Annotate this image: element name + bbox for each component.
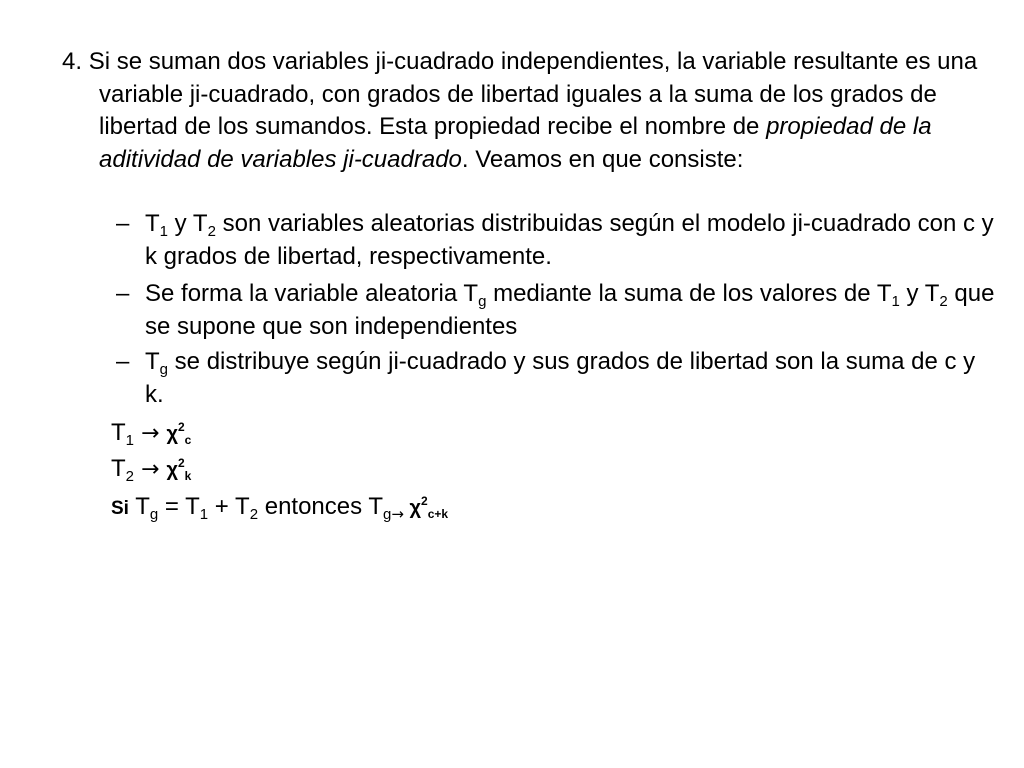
variable-t: T: [111, 455, 126, 482]
subscript: g: [149, 506, 159, 523]
formula-sum: [111, 492, 448, 524]
subscript: 1: [199, 506, 209, 523]
arrow-icon: →: [134, 421, 167, 446]
dash-marker: –: [116, 210, 130, 237]
arrow-icon: →: [134, 457, 167, 482]
bullet-text: Se forma la variable aleatoria T: [145, 280, 479, 307]
subscript: 1: [125, 432, 135, 449]
subscript: 1: [159, 223, 169, 240]
subscript-arrow: [383, 506, 404, 523]
subscript: 2: [207, 223, 216, 240]
superscript: 2: [177, 420, 185, 434]
bullet-text: y T: [168, 210, 208, 237]
variable-t: T: [145, 348, 160, 375]
bullet-text: que se supone que son independientes: [145, 280, 995, 340]
superscript: 2: [177, 456, 185, 470]
chi-square-symbol: [166, 420, 192, 447]
subscript: g: [159, 361, 169, 378]
bullet-text: y T: [899, 280, 940, 307]
formula-text: entonces T: [258, 493, 384, 520]
property-name: propiedad de la aditividad de variables ji-cuadrado: [99, 113, 932, 173]
paragraph-text-end: . Veamos en que consiste:: [461, 145, 744, 173]
formula-t1: [111, 418, 191, 449]
variable-t: T: [128, 493, 150, 520]
subscript: 1: [891, 293, 900, 310]
si-label: Si: [111, 498, 129, 519]
subscript: k: [184, 469, 192, 483]
dash-marker: –: [116, 348, 130, 375]
chi-letter: χ: [166, 459, 178, 481]
bullet-item: [116, 278, 995, 343]
main-paragraph: [62, 46, 999, 176]
item-number: 4.: [62, 48, 83, 75]
chi-letter: χ: [403, 497, 422, 519]
bullet-item: [116, 208, 995, 273]
formula-text: + T: [208, 493, 250, 520]
subscript: c+k: [427, 507, 449, 521]
subscript: g: [478, 293, 487, 310]
subscript: 2: [939, 293, 948, 310]
bullet-item: [116, 346, 995, 411]
variable-t: T: [111, 419, 126, 446]
subscript: g: [383, 506, 392, 523]
bullet-text: mediante la suma de los valores de T: [486, 280, 892, 307]
bullet-text: son variables aleatorias distribuidas según el modelo ji-cuadrado con c y k grados de libertad, respectivamente.: [145, 210, 994, 270]
bullet-text: se distribuye según ji-cuadrado y sus grados de libertad son la suma de c y k.: [145, 348, 976, 408]
subscript: 2: [125, 468, 135, 485]
chi-square-symbol: [166, 456, 192, 483]
chi-letter: χ: [166, 423, 178, 445]
chi-square-symbol: [403, 494, 449, 521]
dash-marker: –: [116, 280, 130, 307]
superscript: 2: [421, 494, 428, 508]
variable-t: T: [145, 210, 160, 237]
formula-text: = T: [158, 493, 200, 520]
paragraph-text: Si se suman dos variables ji-cuadrado independientes, la variable resultante es una variable ji-cuadrado, con grados de libertad iguales a la suma de los grados de libertad de los sumandos. Esta propiedad recibe el nombre de: [88, 48, 978, 140]
arrow-icon: →: [391, 505, 404, 523]
subscript: 2: [249, 506, 259, 523]
subscript: c: [184, 433, 192, 447]
formula-t2: [111, 454, 191, 485]
